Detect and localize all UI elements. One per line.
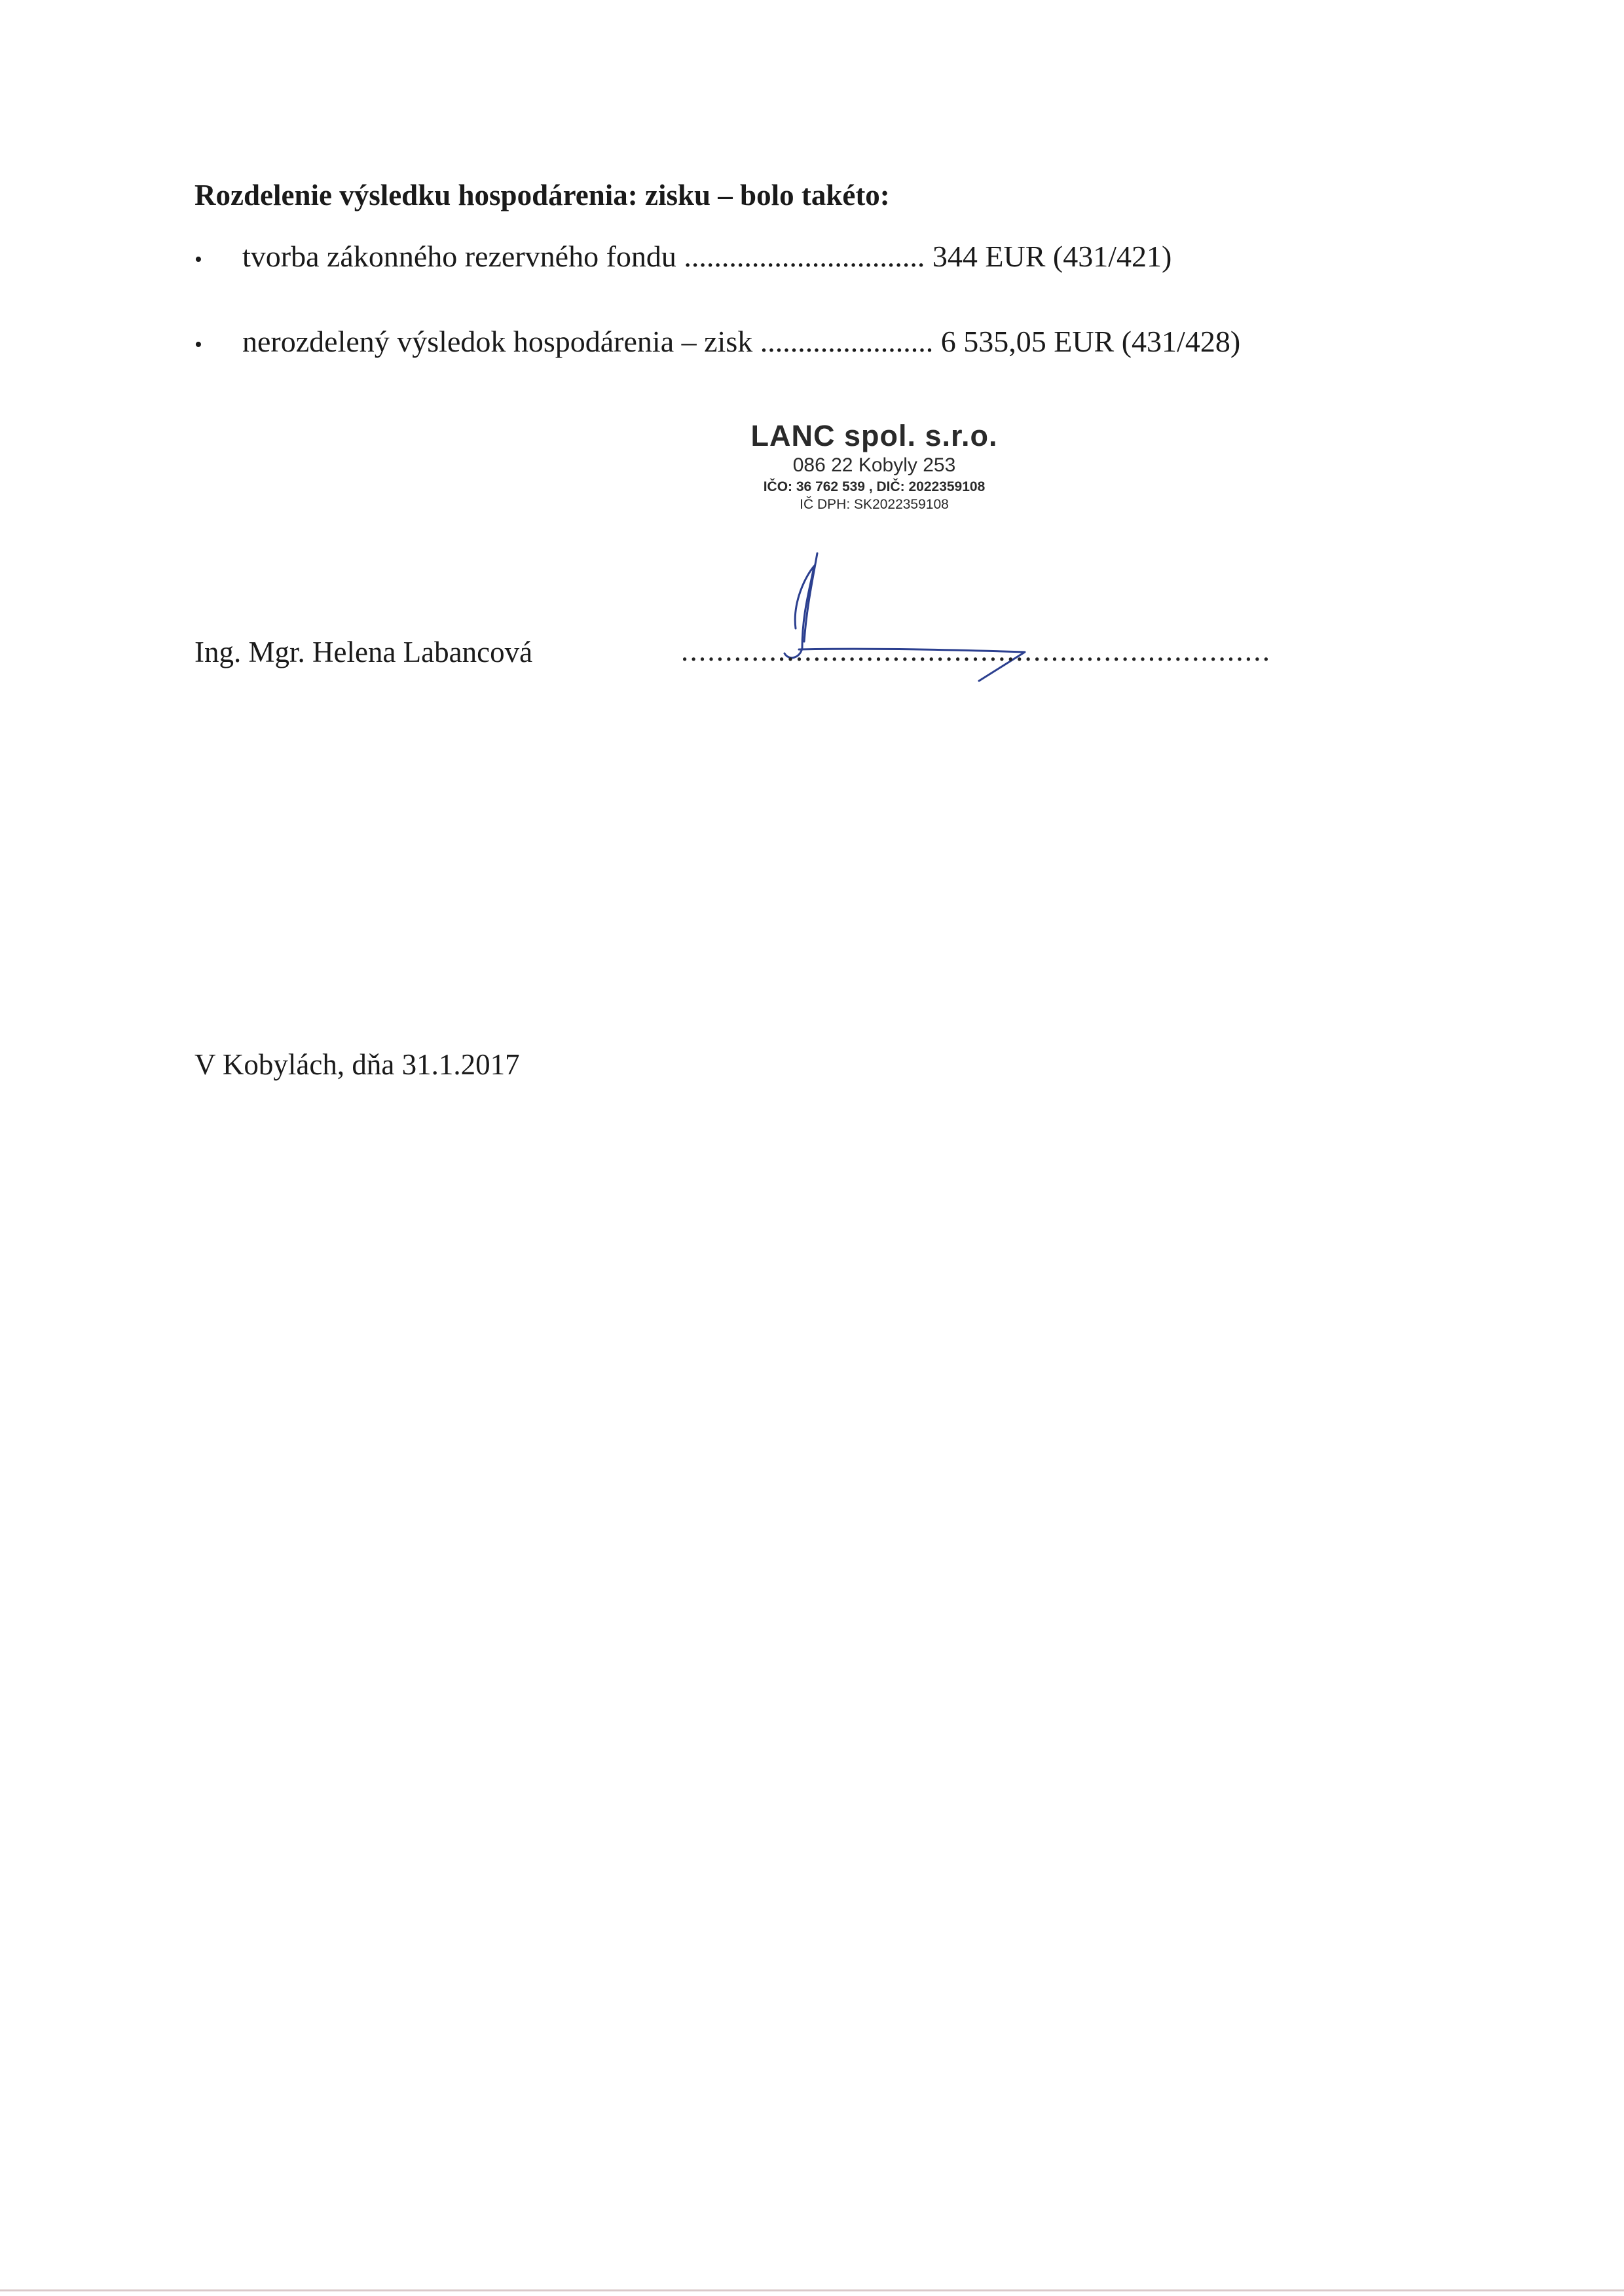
company-stamp xyxy=(720,419,1028,513)
bullet: • xyxy=(194,333,202,357)
list-item-reserve-fund xyxy=(194,239,1172,274)
list-item-text: nerozdelený výsledok hospodárenia – zisk ....................... 6 535,05 EUR (431/428) xyxy=(242,325,1241,358)
scan-edge-divider xyxy=(0,2289,1624,2291)
place-and-date: V Kobylách, dňa 31.1.2017 xyxy=(194,1048,520,1081)
distribution-heading: Rozdelenie výsledku hospodárenia: zisku – bolo takéto: xyxy=(194,179,890,211)
list-item-text: tvorba zákonného rezervného fondu ................................ 344 EUR (431/421) xyxy=(242,240,1172,273)
stamp-company-name: LANC spol. s.r.o. xyxy=(750,419,998,452)
signer-name: Ing. Mgr. Helena Labancová xyxy=(194,636,533,668)
signature-line: ................................................................... xyxy=(681,634,1272,667)
stamp-ids: IČO: 36 762 539 , DIČ: 2022359108 xyxy=(763,479,986,494)
stamp-vat-id: IČ DPH: SK2022359108 xyxy=(800,497,949,512)
stamp-address: 086 22 Kobyly 253 xyxy=(792,454,956,476)
list-item-retained-profit xyxy=(194,324,1240,359)
bullet: • xyxy=(194,247,202,272)
